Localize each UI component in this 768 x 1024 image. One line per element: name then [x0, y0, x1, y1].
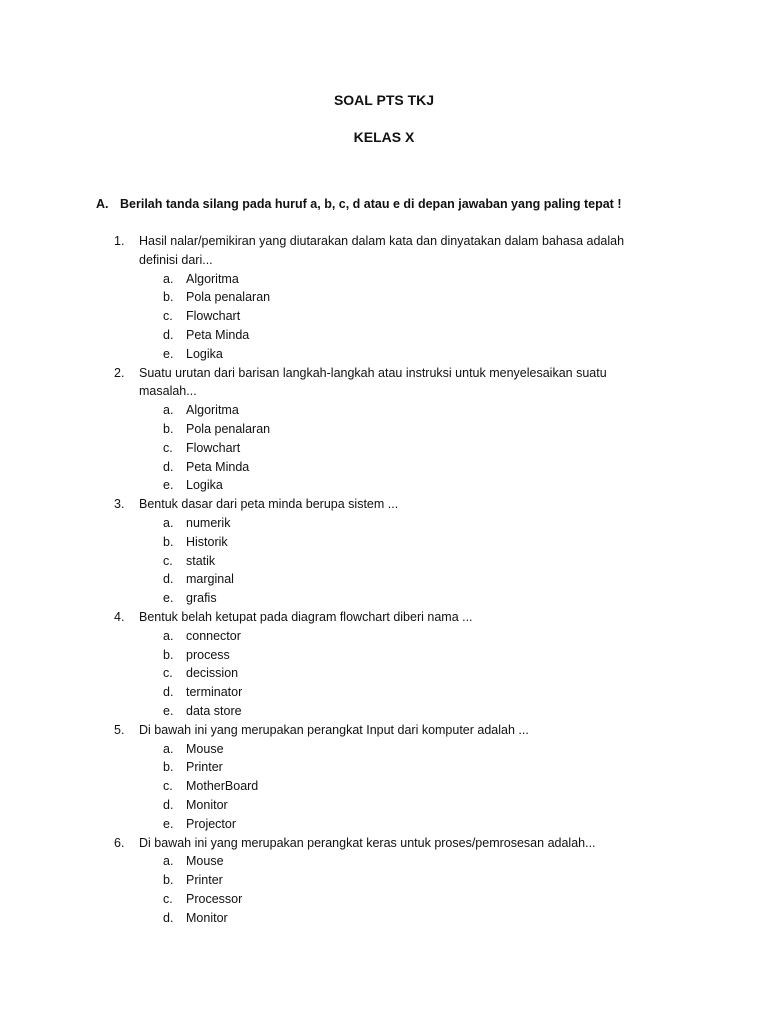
- class-label: KELAS X: [353, 129, 415, 145]
- option-letter: d.: [163, 327, 174, 342]
- option-text: numerik: [186, 515, 231, 530]
- option-letter: d.: [163, 459, 174, 474]
- answer-option: [0, 852, 768, 871]
- answer-option: [0, 401, 768, 420]
- option-text: Historik: [186, 534, 228, 549]
- option-text: statik: [186, 553, 216, 568]
- question-item: [0, 834, 768, 928]
- option-text: Projector: [186, 816, 237, 831]
- answer-option: [0, 476, 768, 495]
- option-letter: b.: [163, 534, 174, 549]
- option-text: Algoritma: [186, 271, 239, 286]
- option-text: Printer: [186, 760, 223, 775]
- option-text: MotherBoard: [186, 779, 259, 794]
- option-text: Logika: [186, 478, 223, 493]
- option-letter: c.: [163, 440, 173, 455]
- option-letter: a.: [163, 271, 174, 286]
- answer-option: [0, 909, 768, 928]
- question-number: 4.: [114, 609, 125, 624]
- option-letter: e.: [163, 346, 174, 361]
- option-letter: b.: [163, 760, 174, 775]
- option-text: Peta Minda: [186, 327, 250, 342]
- section-instruction: [96, 195, 621, 214]
- question-row: [0, 232, 768, 270]
- option-text: Algoritma: [186, 403, 239, 418]
- option-text: connector: [186, 628, 241, 643]
- option-letter: c.: [163, 891, 173, 906]
- question-list: [0, 232, 768, 927]
- option-letter: b.: [163, 290, 174, 305]
- option-text: data store: [186, 703, 242, 718]
- option-letter: c.: [163, 553, 173, 568]
- answer-option: [0, 514, 768, 533]
- option-letter: e.: [163, 816, 174, 831]
- option-letter: a.: [163, 628, 174, 643]
- question-item: [0, 495, 768, 608]
- question-number: 1.: [114, 234, 125, 248]
- option-text: Pola penalaran: [186, 290, 271, 305]
- question-row: [0, 721, 768, 740]
- option-text: Monitor: [186, 910, 228, 925]
- option-letter: a.: [163, 515, 174, 530]
- option-text: Processor: [186, 891, 243, 906]
- option-letter: c.: [163, 309, 173, 324]
- option-text: process: [186, 647, 230, 662]
- answer-option: [0, 533, 768, 552]
- question-number: 3.: [114, 497, 125, 512]
- answer-option: [0, 420, 768, 439]
- answer-option: [0, 683, 768, 702]
- option-text: Mouse: [186, 741, 224, 756]
- option-letter: b.: [163, 421, 174, 436]
- option-text: Flowchart: [186, 309, 241, 324]
- answer-option: [0, 345, 768, 364]
- answer-option: [0, 815, 768, 834]
- answer-option: [0, 702, 768, 721]
- answer-option: [0, 552, 768, 571]
- question-text: Hasil nalar/pemikiran yang diutarakan dalam kata dan dinyatakan dalam bahasa adalah definisi dari...: [139, 234, 625, 267]
- option-text: grafis: [186, 591, 217, 606]
- option-letter: e.: [163, 703, 174, 718]
- question-number: 2.: [114, 365, 125, 380]
- answer-option: [0, 570, 768, 589]
- option-letter: b.: [163, 647, 174, 662]
- option-letter: d.: [163, 797, 174, 812]
- option-letter: d.: [163, 910, 174, 925]
- question-text: Bentuk dasar dari peta minda berupa sistem ...: [139, 497, 399, 512]
- answer-option: [0, 796, 768, 815]
- question-item: [0, 608, 768, 721]
- answer-option: [0, 890, 768, 909]
- answer-option: [0, 307, 768, 326]
- answer-option: [0, 270, 768, 289]
- question-item: [0, 364, 768, 496]
- answer-option: [0, 589, 768, 608]
- answer-option: [0, 758, 768, 777]
- answer-option: [0, 439, 768, 458]
- answer-option: [0, 458, 768, 477]
- question-text: Bentuk belah ketupat pada diagram flowchart diberi nama ...: [139, 609, 473, 624]
- option-letter: a.: [163, 403, 174, 418]
- question-text: Di bawah ini yang merupakan perangkat Input dari komputer adalah ...: [139, 722, 529, 737]
- question-row: [0, 495, 768, 514]
- answer-option: [0, 664, 768, 683]
- document-title: SOAL PTS TKJ: [333, 92, 435, 108]
- option-text: Mouse: [186, 854, 224, 869]
- answer-option: [0, 740, 768, 759]
- option-text: marginal: [186, 572, 234, 587]
- option-letter: d.: [163, 685, 174, 700]
- option-letter: b.: [163, 873, 174, 888]
- question-number: 5.: [114, 722, 125, 737]
- answer-option: [0, 326, 768, 345]
- option-text: Pola penalaran: [186, 421, 271, 436]
- option-text: Logika: [186, 346, 223, 361]
- option-text: Flowchart: [186, 440, 241, 455]
- option-text: Printer: [186, 873, 223, 888]
- question-text: Suatu urutan dari barisan langkah-langkah atau instruksi untuk menyelesaikan suatu masalah...: [139, 365, 607, 399]
- question-text: Di bawah ini yang merupakan perangkat keras untuk proses/pemrosesan adalah...: [139, 835, 596, 850]
- answer-option: [0, 646, 768, 665]
- option-letter: d.: [163, 572, 174, 587]
- option-text: terminator: [186, 685, 243, 700]
- option-letter: c.: [163, 666, 173, 681]
- option-text: Peta Minda: [186, 459, 250, 474]
- option-letter: c.: [163, 779, 173, 794]
- option-letter: a.: [163, 854, 174, 869]
- option-letter: e.: [163, 478, 174, 493]
- question-row: [0, 364, 768, 402]
- answer-option: [0, 777, 768, 796]
- answer-option: [0, 627, 768, 646]
- answer-option: [0, 871, 768, 890]
- question-row: [0, 608, 768, 627]
- answer-option: [0, 288, 768, 307]
- instruction-text: Berilah tanda silang pada huruf a, b, c, d atau e di depan jawaban yang paling tepat !: [120, 197, 622, 211]
- option-letter: a.: [163, 741, 174, 756]
- option-text: decission: [186, 666, 239, 681]
- question-item: [0, 232, 768, 364]
- question-number: 6.: [114, 835, 125, 850]
- question-item: [0, 721, 768, 834]
- question-row: [0, 834, 768, 853]
- section-letter: A.: [96, 197, 109, 211]
- option-text: Monitor: [186, 797, 228, 812]
- option-letter: e.: [163, 591, 174, 606]
